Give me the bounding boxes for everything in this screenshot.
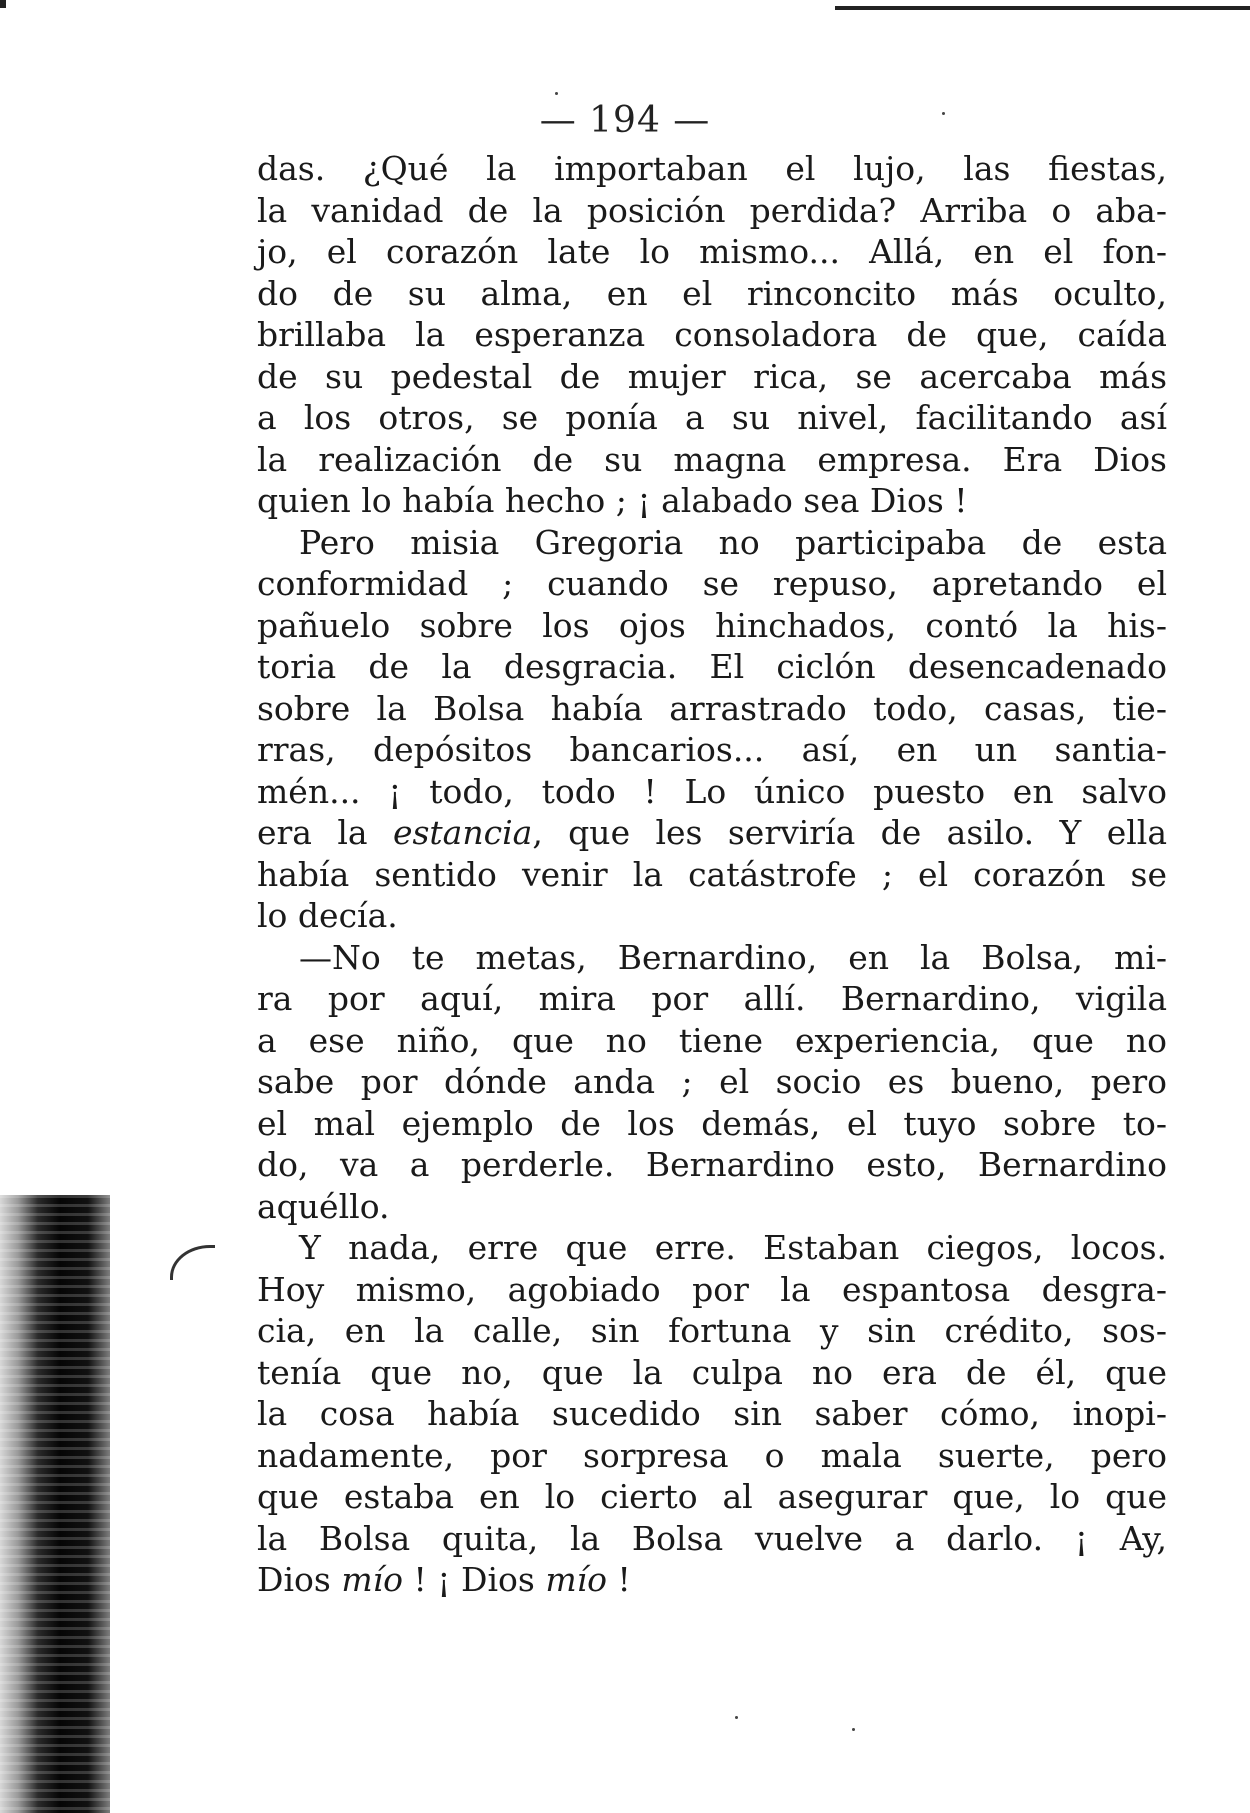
paragraph-end-line: aquéllo. xyxy=(257,1186,390,1226)
book-binding-edge xyxy=(0,1195,110,1813)
text-line: brillaba la esperanza consoladora de que, caída xyxy=(257,315,1167,354)
text-line: cia, en la calle, sin fortuna y sin crédito, sos- xyxy=(257,1311,1167,1350)
scan-speck xyxy=(852,1728,855,1731)
text-line: do de su alma, en el rinconcito más oculto, xyxy=(257,273,1167,313)
italic-word: mío xyxy=(545,1560,608,1599)
text-line: la Bolsa quita, la Bolsa vuelve a darlo. ¡ Ay, xyxy=(257,1518,1167,1558)
scan-top-rule xyxy=(835,6,1250,10)
text-line: ra por aquí, mira por allí. Bernardino, vigila xyxy=(257,979,1167,1018)
text-line: de su pedestal de mujer rica, se acercaba más xyxy=(257,356,1167,396)
scan-speck xyxy=(555,92,558,95)
paragraph-start-line: Y nada, erre que erre. Estaban ciegos, locos. xyxy=(299,1228,1167,1267)
text-line: pañuelo sobre los ojos hinchados, contó la his- xyxy=(257,605,1167,645)
italic-word: estancia xyxy=(392,813,533,852)
paragraph-end-line: Dios mío ! ¡ Dios mío ! xyxy=(257,1560,631,1599)
text-line: a ese niño, que no tiene experiencia, que no xyxy=(257,1020,1167,1060)
page-number: — 194 — xyxy=(539,100,711,141)
scan-corner-mark xyxy=(0,0,6,8)
italic-word: mío xyxy=(341,1560,404,1599)
text-line: nadamente, por sorpresa o mala suerte, pero xyxy=(257,1435,1167,1475)
text-line: do, va a perderle. Bernardino esto, Bernardino xyxy=(257,1145,1167,1184)
text-line: conformidad ; cuando se repuso, apretando el xyxy=(257,564,1167,603)
text-line: das. ¿Qué la importaban el lujo, las fiestas, xyxy=(257,149,1167,188)
text-line: sobre la Bolsa había arrastrado todo, casas, tie- xyxy=(257,688,1167,728)
paragraph-end-line: quien lo había hecho ; ¡ alabado sea Dios ! xyxy=(257,481,968,520)
body-text xyxy=(257,148,1167,1601)
paragraph-start-line: Pero misia Gregoria no participaba de esta xyxy=(299,522,1167,562)
text-line: era la estancia, que les serviría de asilo. Y ella xyxy=(257,813,1168,852)
paragraph-start-line: —No te metas, Bernardino, en la Bolsa, mi- xyxy=(299,937,1167,977)
text-line: la vanidad de la posición perdida? Arriba o aba- xyxy=(257,190,1167,230)
text-line: tenía que no, que la culpa no era de él, que xyxy=(257,1352,1167,1392)
text-line: rras, depósitos bancarios... así, en un santia- xyxy=(257,730,1167,769)
text-line: mén... ¡ todo, todo ! Lo único puesto en salvo xyxy=(257,771,1167,811)
text-line: había sentido venir la catástrofe ; el corazón se xyxy=(257,854,1167,894)
text-line: toria de la desgracia. El ciclón desencadenado xyxy=(257,647,1167,686)
text-line: jo, el corazón late lo mismo... Allá, en el fon- xyxy=(257,232,1167,271)
paragraph-end-line: lo decía. xyxy=(257,896,398,935)
text-line: Hoy mismo, agobiado por la espantosa desgra- xyxy=(257,1269,1167,1309)
text-line: a los otros, se ponía a su nivel, facilitando así xyxy=(257,398,1167,437)
text-line: la cosa había sucedido sin saber cómo, inopi- xyxy=(257,1394,1167,1433)
text-line: el mal ejemplo de los demás, el tuyo sobre to- xyxy=(257,1103,1167,1143)
scan-speck xyxy=(735,1716,738,1719)
text-line: sabe por dónde anda ; el socio es bueno, pero xyxy=(257,1062,1167,1101)
margin-pencil-stroke xyxy=(170,1245,215,1280)
text-line: la realización de su magna empresa. Era Dios xyxy=(257,439,1167,479)
text-line: que estaba en lo cierto al asegurar que, lo que xyxy=(257,1477,1167,1516)
